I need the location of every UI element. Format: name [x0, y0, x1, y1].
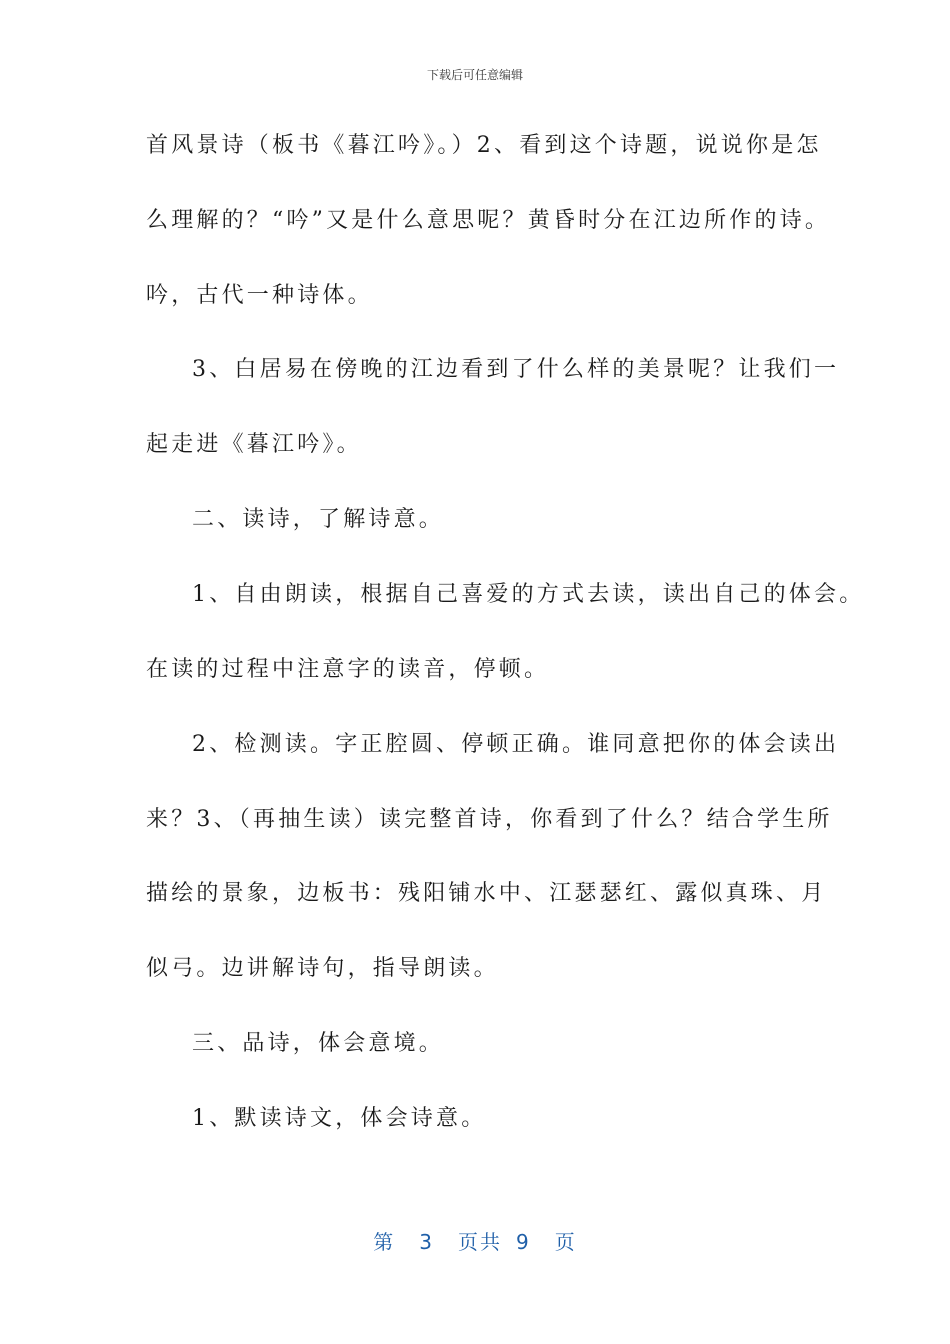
page-suffix: 页	[554, 1230, 577, 1254]
text-line: 描绘的景象，边板书：残阳铺水中、江瑟瑟红、露似真珠、月	[146, 881, 827, 906]
text-line: 起走进《暮江吟》。	[146, 432, 362, 457]
text-line: 似弓。边讲解诗句，指导朗读。	[146, 956, 499, 981]
page-footer	[0, 1226, 950, 1255]
text-line: 来？3、（再抽生读）读完整首诗，你看到了什么？结合学生所	[146, 807, 833, 832]
text-line: 2、检测读。字正腔圆、停顿正确。谁同意把你的体会读出	[192, 732, 840, 757]
page-number: 3	[419, 1230, 434, 1254]
section-heading: 二、读诗，了解诗意。	[192, 507, 445, 532]
text-line: 1、自由朗读，根据自己喜爱的方式去读，读出自己的体会。	[192, 582, 865, 607]
text-line: 在读的过程中注意字的读音，停顿。	[146, 657, 550, 682]
page-prefix: 第	[373, 1230, 396, 1254]
page-middle: 页共	[458, 1230, 502, 1254]
text-line: 1、默读诗文，体会诗意。	[192, 1106, 487, 1131]
header-note: 下载后可任意编辑	[426, 68, 523, 82]
section-heading: 三、品诗，体会意境。	[192, 1031, 445, 1056]
text-line: 首风景诗（板书《暮江吟》。）2、看到这个诗题，说说你是怎	[146, 133, 822, 158]
text-line: 么理解的？“吟”又是什么意思呢？黄昏时分在江边所作的诗。	[146, 208, 831, 233]
text-line: 3、白居易在傍晚的江边看到了什么样的美景呢？让我们一	[192, 357, 840, 382]
text-line: 吟，古代一种诗体。	[146, 283, 373, 308]
page-total: 9	[516, 1230, 531, 1254]
